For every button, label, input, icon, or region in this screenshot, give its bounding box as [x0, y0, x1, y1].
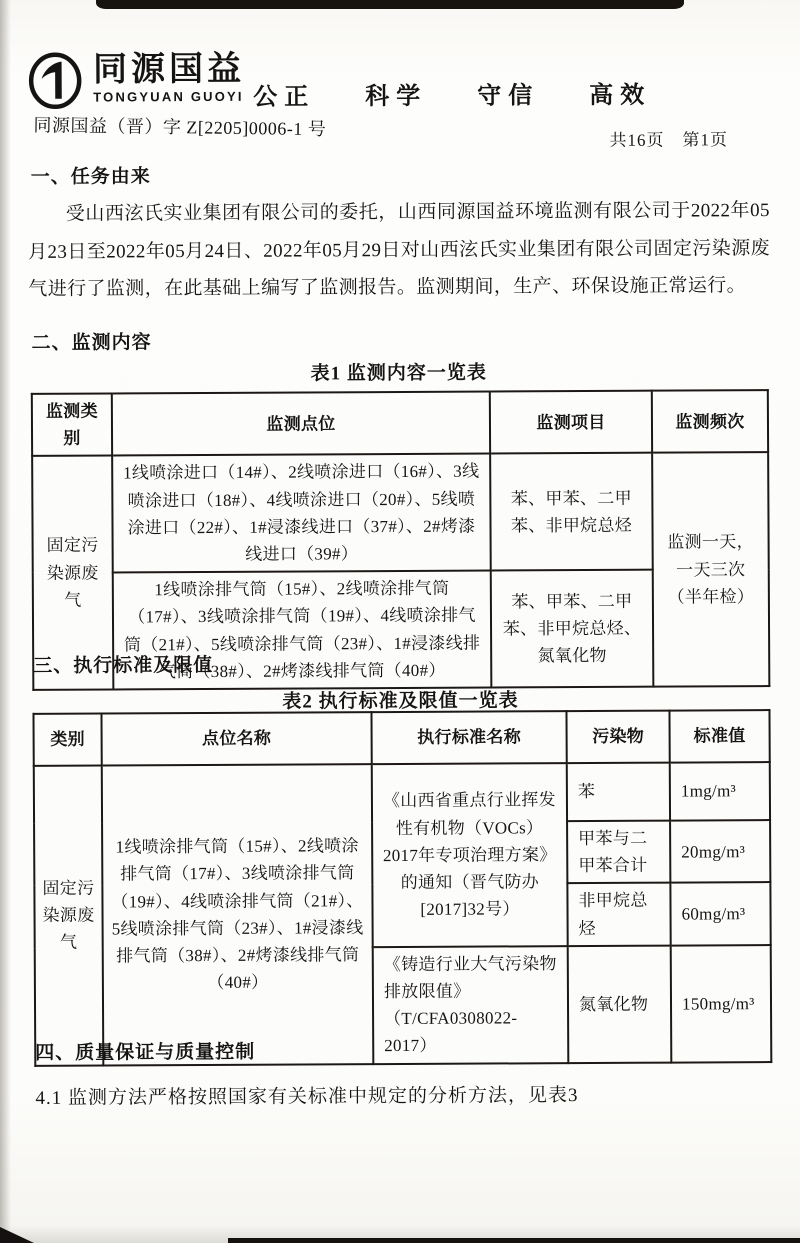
- company-slogans: [253, 75, 651, 112]
- page-total: 共16页: [609, 130, 665, 150]
- company-name-pinyin: TONGYUAN GUOYI: [93, 88, 244, 105]
- company-name: 同源国益: [93, 49, 246, 89]
- company-logo-icon: [27, 52, 83, 110]
- table1-monitoring-content: [31, 389, 771, 691]
- table2-cell-standard-vocs: 《山西省重点行业挥发性有机物（VOCs）2017年专项治理方案》的通知（晋气防办[2017]32号）: [372, 763, 568, 947]
- table1-header-frequency: 监测频次: [652, 390, 768, 453]
- slogan-fairness: 公正: [253, 83, 316, 111]
- table1-cell-stack-points: 1线喷涂排气筒（15#）、2线喷涂排气筒（17#）、3线喷涂排气筒（19#）、4线喷涂排气筒（21#）、5线喷涂排气筒（23#）、1#浸漆线排气筒（38#）、2#烤漆线排气筒（40#）: [113, 571, 492, 690]
- page-current: 第1页: [682, 130, 729, 150]
- table2-header-row: [33, 710, 769, 766]
- slogan-science: 科学: [365, 82, 428, 111]
- letterhead: [27, 51, 245, 110]
- table2-header-category: 类别: [33, 714, 101, 766]
- table2-cell-limit-nox: 150mg/m³: [671, 945, 772, 1062]
- table2-cell-limit-nmhc: 60mg/m³: [670, 882, 770, 945]
- table1-header-category: 监测类别: [32, 394, 112, 457]
- table2-cell-category: 固定污染源废气: [34, 766, 104, 1066]
- table1-cell-inlet-points: 1线喷涂进口（14#）、2线喷涂进口（16#）、3线喷涂进口（18#）、4线喷涂进口（20#）、5线喷涂进口（22#）、1#浸漆线进口（37#）、2#烤漆线进口（39#）: [112, 454, 491, 573]
- report-doc-number: 同源国益（晋）字 Z[2205]0006-1 号: [33, 115, 327, 140]
- section4-title: 四、质量保证与质量控制: [35, 1041, 256, 1064]
- table2-caption: 表2 执行标准及限值一览表: [282, 690, 519, 713]
- table2-cell-pollutant-nox: 氮氧化物: [568, 945, 672, 1062]
- table1-header-points: 监测点位: [112, 392, 490, 456]
- section2-title: 二、监测内容: [31, 332, 152, 354]
- table2-cell-limit-toluene-xylene: 20mg/m³: [670, 820, 770, 883]
- table1-cell-stack-items: 苯、甲苯、二甲苯、非甲烷总烃、氮氧化物: [491, 570, 654, 688]
- table1-caption: 表1 监测内容一览表: [310, 362, 487, 385]
- table2-header-standard: 执行标准名称: [371, 711, 566, 764]
- table2-cell-points: 1线喷涂排气筒（15#）、2线喷涂排气筒（17#）、3线喷涂排气筒（19#）、4线喷涂排气筒（21#）、5线喷涂排气筒（23#）、1#浸漆线排气筒（38#）、2#烤漆线排气筒（40#）: [102, 764, 374, 1065]
- table2-cell-limit-benzene: 1mg/m³: [670, 762, 770, 821]
- section1-paragraph: 受山西泫氏实业集团有限公司的委托，山西同源国益环境监测有限公司于2022年05月23日至2022年05月24日、2022年05月29日对山西泫氏实业集团有限公司固定污染源废气进行了监测，在此基础上编写了监测报告。监测期间，生产、环保设施正常运行。: [28, 200, 771, 300]
- slogan-integrity: 守信: [477, 82, 540, 110]
- slogan-efficiency: 高效: [589, 81, 652, 110]
- table1-cell-category: 固定污染源废气: [32, 456, 113, 690]
- table2-cell-pollutant-nmhc: 非甲烷总烃: [567, 883, 670, 946]
- table2-header-pollutant: 污染物: [566, 711, 669, 764]
- section1-title: 一、任务由来: [30, 166, 151, 188]
- table1-cell-inlet-items: 苯、甲苯、二甲苯、非甲烷总烃: [490, 453, 653, 571]
- table2-row-benzene: [34, 762, 770, 824]
- page-indicator: [609, 125, 728, 151]
- table1-row-inlets: [32, 452, 769, 573]
- section3-title: 三、执行标准及限值: [33, 654, 214, 677]
- table1-header-row: [32, 390, 768, 456]
- table2-standards-limits: [32, 709, 772, 1066]
- table1-cell-frequency: 监测一天，一天三次（半年检）: [652, 452, 769, 686]
- table2-cell-pollutant-toluene-xylene: 甲苯与二甲苯合计: [567, 821, 670, 884]
- section4-line41: 4.1 监测方法严格按照国家有关标准中规定的分析方法，见表3: [35, 1085, 579, 1109]
- table2-cell-standard-foundry: 《铸造行业大气污染物排放限值》（T/CFA0308022-2017）: [373, 946, 569, 1064]
- logo-text-block: [93, 51, 245, 105]
- table2-header-points: 点位名称: [101, 712, 371, 765]
- table2-header-limit: 标准值: [669, 710, 769, 763]
- table1-header-items: 监测项目: [490, 391, 652, 454]
- table2-cell-pollutant-benzene: 苯: [567, 763, 670, 822]
